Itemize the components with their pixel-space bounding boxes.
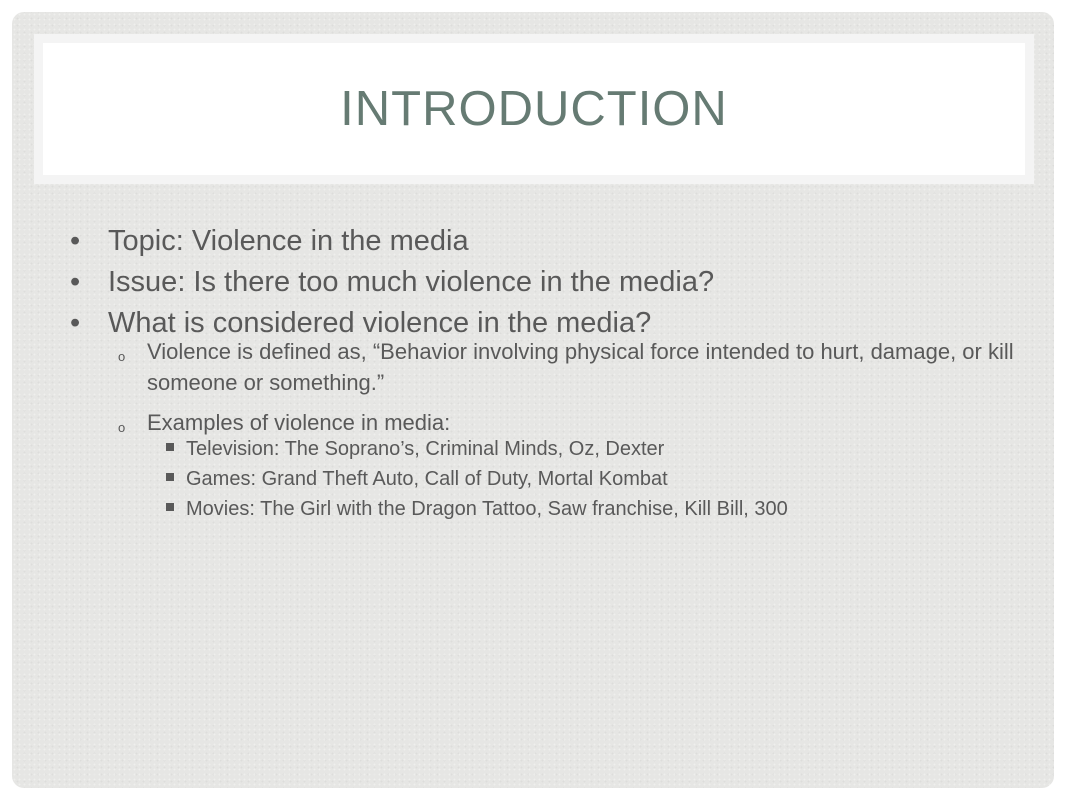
square-bullet-icon xyxy=(166,473,174,481)
example-text: Games: Grand Theft Auto, Call of Duty, Mortal Kombat xyxy=(186,468,668,490)
bullet-text: Issue: Is there too much violence in the media? xyxy=(108,266,715,298)
slide-title: INTRODUCTION xyxy=(340,81,728,136)
bullet-dot-icon: • xyxy=(70,266,81,298)
bullet-text: Topic: Violence in the media xyxy=(108,225,469,257)
bullet-dot-icon: • xyxy=(70,225,81,257)
square-bullet-icon xyxy=(166,443,174,451)
slide xyxy=(12,12,1054,788)
square-bullet-icon xyxy=(166,503,174,511)
slide-content xyxy=(12,12,1054,788)
circle-bullet-icon: o xyxy=(118,349,126,364)
bullet-text: What is considered violence in the media? xyxy=(108,307,652,339)
example-text: Movies: The Girl with the Dragon Tattoo, Saw franchise, Kill Bill, 300 xyxy=(186,498,788,520)
sub-bullet-text: Examples of violence in media: xyxy=(147,410,451,435)
bullet-dot-icon: • xyxy=(70,307,81,339)
sub-bullet-text: Violence is defined as, “Behavior involving physical force intended to hurt, damage, or kill someone or something.” xyxy=(147,339,1014,395)
example-text: Television: The Soprano’s, Criminal Minds, Oz, Dexter xyxy=(186,438,665,460)
circle-bullet-icon: o xyxy=(118,420,126,435)
